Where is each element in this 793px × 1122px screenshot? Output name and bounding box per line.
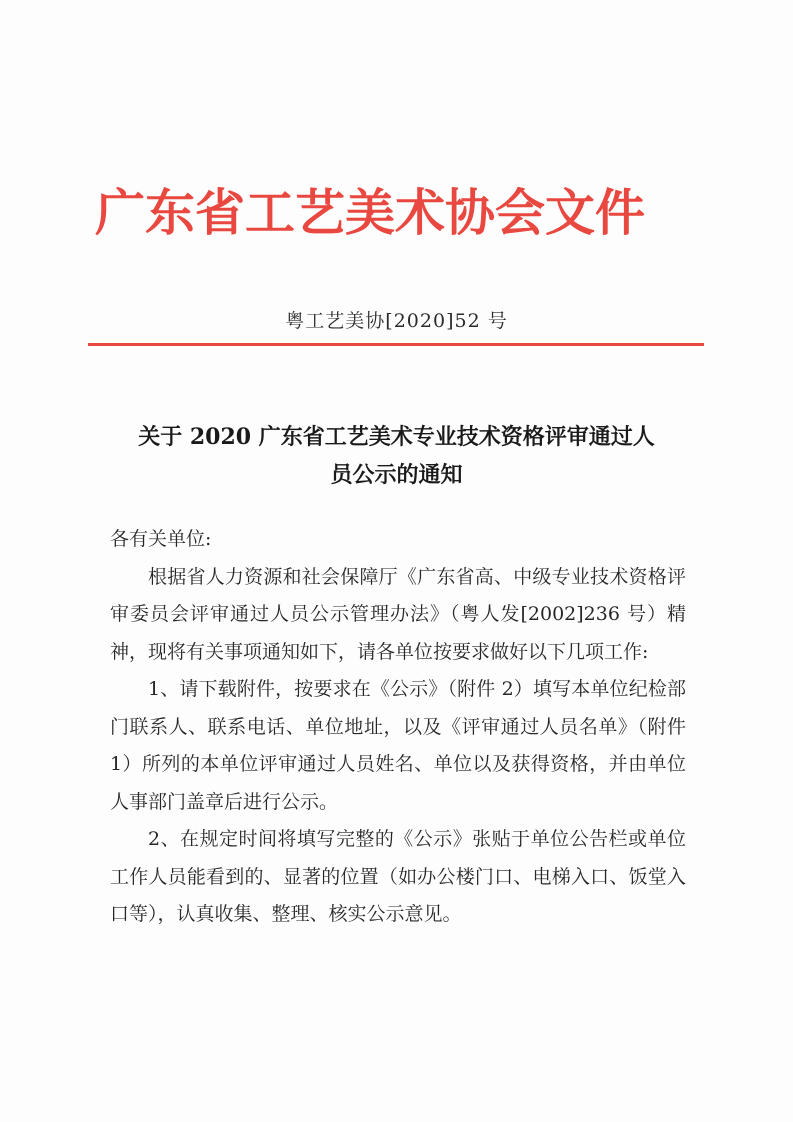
body-paragraph: 2、在规定时间将填写完整的《公示》张贴于单位公告栏或单位工作人员能看到的、显著的位置（如办公楼门口、电梯入口、饭堂入口等），认真收集、整理、核实公示意见。 [110,828,686,925]
body-paragraph: 根据省人力资源和社会保障厅《广东省高、中级专业技术资格评审委员会评审通过人员公示管理办法》（粤人发[2002]236 号）精神，现将有关事项通知如下，请各单位按要求做好以下几项工作: [110,565,686,663]
notice-title-line-1: 关于 2020 广东省工艺美术专业技术资格评审通过人 [138,424,655,450]
salutation: 各有关单位: [110,528,212,550]
org-header-title: 广东省工艺美术协会文件 [95,183,645,242]
body-paragraph: 1、请下载附件，按要求在《公示》（附件 2）填写本单位纪检部门联系人、联系电话、单位地址，以及《评审通过人员名单》（附件 1）所列的本单位评审通过人员姓名、单位以及获得资格，并由单位人事部门盖章后进行公示。 [110,678,686,813]
document-number: 粤工艺美协[2020]52 号 [285,310,508,332]
notice-title-line-2: 员公示的通知 [330,462,463,488]
notice-title [100,418,693,494]
red-divider-line [88,343,704,346]
notice-body [110,521,686,934]
